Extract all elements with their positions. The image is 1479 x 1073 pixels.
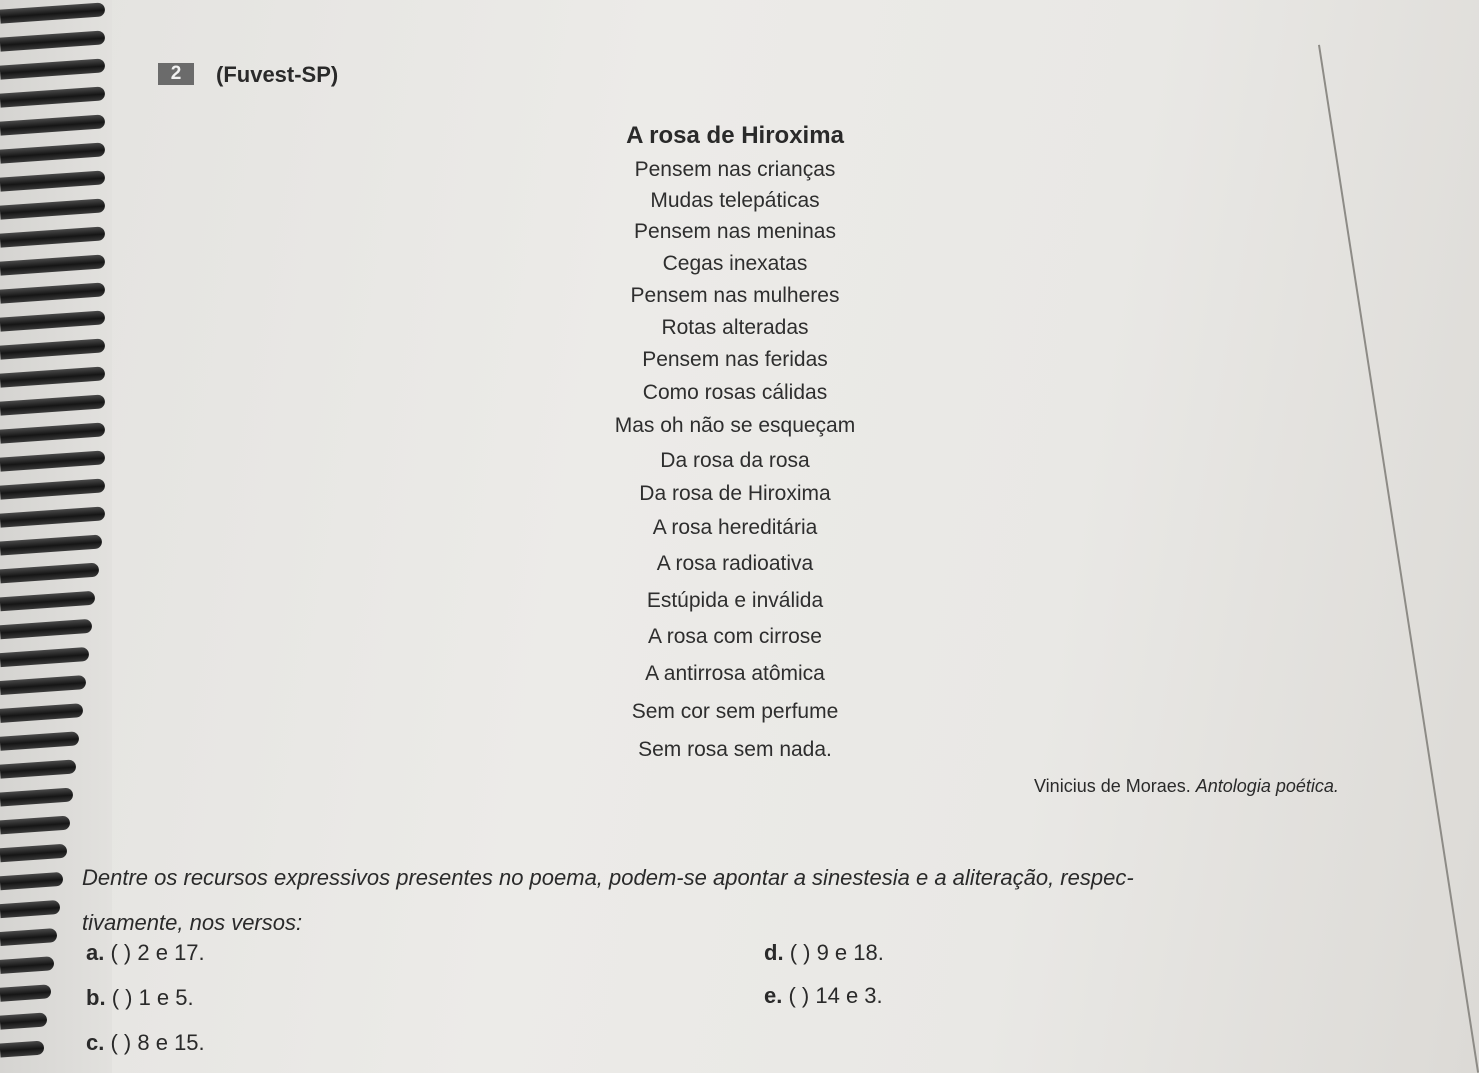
spiral-ring	[0, 844, 67, 863]
spiral-ring	[0, 86, 105, 107]
verse-8: Como rosas cálidas	[642, 381, 828, 404]
verse-16: A antirrosa atômica	[645, 662, 825, 685]
option-e[interactable]	[764, 983, 883, 1009]
spiral-ring	[0, 928, 57, 946]
question-number-badge: 2	[158, 63, 194, 85]
option-c[interactable]	[86, 1030, 205, 1056]
verse-15: A rosa com cirrose	[648, 625, 822, 648]
verse-10: Da rosa da rosa	[660, 449, 810, 472]
credit-work: Antologia poética.	[1195, 776, 1339, 796]
option-letter: c.	[86, 1030, 105, 1055]
spiral-ring	[0, 787, 73, 806]
spiral-ring	[0, 254, 105, 275]
spiral-ring	[0, 534, 102, 555]
verse-6: Rotas alteradas	[661, 316, 809, 339]
spiral-ring	[0, 394, 105, 415]
spiral-ring	[0, 816, 70, 835]
question-source: (Fuvest-SP)	[216, 62, 339, 87]
verse-13: A rosa radioativa	[656, 552, 814, 575]
spiral-ring	[0, 619, 93, 639]
option-letter: b.	[86, 985, 106, 1010]
verse-9: Mas oh não se esqueçam	[614, 414, 856, 437]
spiral-ring	[0, 366, 105, 387]
spiral-ring	[0, 478, 105, 499]
spiral-ring	[0, 759, 77, 778]
verse-7: Pensem nas feridas	[642, 348, 828, 371]
verse-5: Pensem nas mulheres	[630, 284, 840, 307]
verse-14: Estúpida e inválida	[646, 589, 824, 612]
option-text: 8 e 15.	[137, 1030, 205, 1055]
spiral-ring	[0, 731, 80, 751]
option-a[interactable]	[86, 940, 205, 966]
option-letter: e.	[764, 983, 783, 1008]
spiral-ring	[0, 170, 105, 191]
option-text: 2 e 17.	[137, 940, 205, 965]
spiral-ring	[0, 703, 83, 723]
verse-2: Mudas telepáticas	[650, 189, 820, 212]
spiral-ring	[0, 506, 105, 527]
option-text: 9 e 18.	[816, 940, 884, 965]
question-prompt-line-1: Dentre os recursos expressivos presentes no poema, podem-se apontar a sinestesia e a aliteração, respec-	[82, 865, 1134, 890]
spiral-ring	[0, 900, 61, 918]
verse-17: Sem cor sem perfume	[631, 700, 839, 723]
option-checkbox[interactable]: ( )	[110, 940, 132, 965]
option-text: 1 e 5.	[138, 985, 194, 1010]
question-prompt	[82, 855, 1452, 945]
verse-3: Pensem nas meninas	[634, 220, 836, 243]
spiral-ring	[0, 338, 105, 359]
verse-12: A rosa hereditária	[652, 516, 818, 539]
option-checkbox[interactable]: ( )	[789, 940, 811, 965]
spiral-ring	[0, 450, 105, 471]
question-prompt-line-2: tivamente, nos versos:	[82, 910, 303, 935]
spiral-ring	[0, 647, 89, 667]
spiral-ring	[0, 226, 105, 247]
spiral-ring	[0, 1012, 48, 1029]
spiral-ring	[0, 563, 99, 584]
spiral-ring	[0, 1040, 45, 1057]
spiral-ring	[0, 984, 51, 1001]
poem-title: A rosa de Hiroxima	[626, 122, 844, 149]
spiral-ring	[0, 872, 64, 890]
poem-credit	[1034, 776, 1339, 797]
spiral-ring	[0, 310, 105, 331]
option-letter: d.	[764, 940, 784, 965]
spiral-ring	[0, 2, 105, 23]
spiral-ring	[0, 675, 86, 695]
option-d[interactable]	[764, 940, 884, 966]
spiral-ring	[0, 956, 54, 974]
verse-18: Sem rosa sem nada.	[638, 738, 832, 761]
spiral-ring	[0, 282, 105, 303]
option-checkbox[interactable]: ( )	[110, 1030, 132, 1055]
spiral-ring	[0, 114, 105, 135]
verse-4: Cegas inexatas	[662, 252, 808, 275]
verse-1: Pensem nas crianças	[634, 158, 836, 181]
spiral-ring	[0, 58, 105, 79]
credit-author: Vinicius de Moraes.	[1034, 776, 1191, 796]
option-checkbox[interactable]: ( )	[111, 985, 133, 1010]
option-b[interactable]	[86, 985, 194, 1011]
spiral-ring	[0, 142, 105, 163]
option-text: 14 e 3.	[815, 983, 883, 1008]
option-letter: a.	[86, 940, 105, 965]
spiral-ring	[0, 591, 96, 612]
spiral-ring	[0, 422, 105, 443]
verse-11: Da rosa de Hiroxima	[639, 482, 831, 505]
spiral-ring	[0, 198, 105, 219]
option-checkbox[interactable]: ( )	[788, 983, 810, 1008]
spiral-ring	[0, 30, 105, 51]
